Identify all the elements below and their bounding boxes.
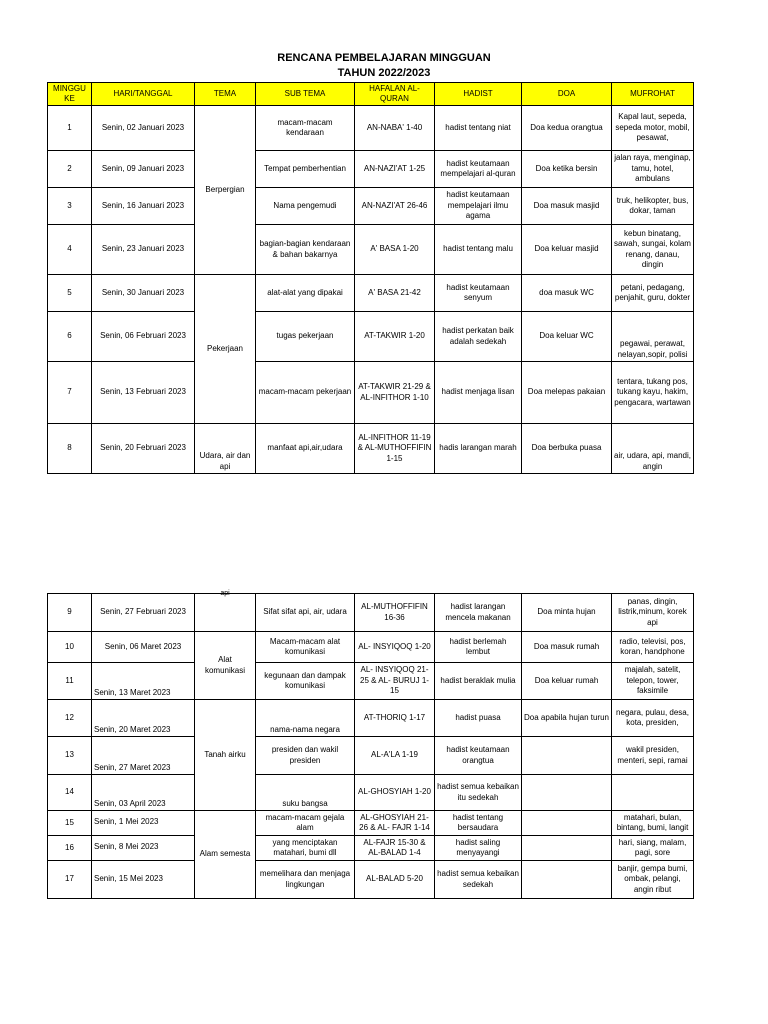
cell-subtema: memelihara dan menjaga lingkungan [256,861,355,899]
cell-mufrohat: tentara, tukang pos, tukang kayu, hakim, pengacara, wartawan [612,362,694,424]
cell-minggu: 3 [48,188,92,225]
cell-hafalan: AN-NABA' 1-40 [355,106,435,151]
cell-subtema: alat-alat yang dipakai [256,275,355,312]
cell-tanggal: Senin, 06 Maret 2023 [92,632,195,663]
cell-hafalan: AL- INSYIQOQ 21-25 & AL- BURUJ 1-15 [355,663,435,700]
cell-subtema: suku bangsa [256,775,355,811]
cell-hafalan: AL-GHOSYIAH 21-26 & AL- FAJR 1-14 [355,811,435,836]
table-row [48,424,694,474]
cell-mufrohat: banjir, gempa bumi, ombak, pelangi, angin ribut [612,861,694,899]
cell-hadist: hadist saling menyayangi [435,836,522,861]
cell-minggu: 16 [48,836,92,861]
table-row [48,225,694,275]
cell-minggu: 12 [48,700,92,737]
cell-doa: Doa ketika bersin [522,151,612,188]
cell-hadist: hadist semua kebaikan sedekah [435,861,522,899]
cell-doa: Doa kedua orangtua [522,106,612,151]
cell-doa: Doa masuk masjid [522,188,612,225]
table-row [48,700,694,737]
cell-subtema: yang menciptakan matahari, bumi dll [256,836,355,861]
tema-fragment: api [220,590,230,597]
cell-minggu: 8 [48,424,92,474]
cell-hafalan: AL-A'LA 1-19 [355,737,435,775]
cell-hafalan: AL-BALAD 5-20 [355,861,435,899]
table-row [48,594,694,632]
cell-minggu: 11 [48,663,92,700]
cell-mufrohat: negara, pulau, desa, kota, presiden, [612,700,694,737]
cell-hadist: hadis larangan marah [435,424,522,474]
cell-tema-udara: Udara, air dan api [195,424,256,474]
cell-hafalan: AT-TAKWIR 21-29 & AL-INFITHOR 1-10 [355,362,435,424]
cell-mufrohat: panas, dingin, listrik,minum, korek api [612,594,694,632]
cell-mufrohat: petani, pedagang, penjahit, guru, dokter [612,275,694,312]
cell-tanggal: Senin, 02 Januari 2023 [92,106,195,151]
cell-hadist: hadist keutamaan mempelajari ilmu agama [435,188,522,225]
cell-subtema: manfaat api,air,udara [256,424,355,474]
table-row [48,151,694,188]
header-hafalan: HAFALAN AL-QURAN [355,83,435,106]
cell-minggu: 5 [48,275,92,312]
cell-tema-alat: Alat komunikasi [195,632,256,700]
cell-doa: Doa keluar masjid [522,225,612,275]
cell-doa [522,737,612,775]
cell-tanggal: Senin, 30 Januari 2023 [92,275,195,312]
cell-hadist: hadist keutamaan orangtua [435,737,522,775]
cell-mufrohat: Kapal laut, sepeda, sepeda motor, mobil, pesawat, [612,106,694,151]
cell-hafalan: AN-NAZI'AT 1-25 [355,151,435,188]
cell-hadist: hadist larangan mencela makanan [435,594,522,632]
cell-subtema: tugas pekerjaan [256,312,355,362]
header-mufrohat: MUFROHAT [612,83,694,106]
header-tema: TEMA [195,83,256,106]
cell-hafalan: A' BASA 21-42 [355,275,435,312]
cell-doa: Doa keluar WC [522,312,612,362]
cell-mufrohat: truk, helikopter, bus, dokar, taman [612,188,694,225]
cell-hadist: hadist beraklak mulia [435,663,522,700]
cell-tanggal: Senin, 23 Januari 2023 [92,225,195,275]
cell-minggu: 2 [48,151,92,188]
table-row [48,775,694,811]
cell-minggu: 13 [48,737,92,775]
cell-hafalan: AL-GHOSYIAH 1-20 [355,775,435,811]
cell-doa [522,775,612,811]
cell-subtema: presiden dan wakil presiden [256,737,355,775]
cell-doa [522,836,612,861]
table-row [48,312,694,362]
cell-doa: Doa melepas pakaian [522,362,612,424]
cell-subtema: macam-macam pekerjaan [256,362,355,424]
document-title: RENCANA PEMBELAJARAN MINGGUAN [277,52,491,64]
cell-subtema: Sifat sifat api, air, udara [256,594,355,632]
cell-tema-alam: Alam semesta [195,811,256,899]
schedule-table-part-1 [47,82,694,474]
cell-mufrohat: wakil presiden, menteri, sepi, ramai [612,737,694,775]
cell-hadist: hadist semua kebaikan itu sedekah [435,775,522,811]
cell-mufrohat: jalan raya, menginap, tamu, hotel, ambulans [612,151,694,188]
cell-hadist: hadist puasa [435,700,522,737]
cell-mufrohat: radio, televisi, pos, koran, handphone [612,632,694,663]
cell-hafalan: AT-THORIQ 1-17 [355,700,435,737]
cell-minggu: 7 [48,362,92,424]
document-subtitle: TAHUN 2022/2023 [337,67,431,79]
header-hadist: HADIST [435,83,522,106]
cell-subtema: bagian-bagian kendaraan & bahan bakarnya [256,225,355,275]
cell-hafalan: AN-NAZI'AT 26-46 [355,188,435,225]
cell-minggu: 9 [48,594,92,632]
table-row [48,106,694,151]
cell-mufrohat: kebun binatang, sawah, sungai, kolam renang, danau, dingin [612,225,694,275]
cell-tanggal: Senin, 03 April 2023 [92,775,195,811]
cell-tanggal: Senin, 13 Maret 2023 [92,663,195,700]
header-doa: DOA [522,83,612,106]
table-row [48,275,694,312]
cell-minggu: 4 [48,225,92,275]
cell-hadist: hadist tentang bersaudara [435,811,522,836]
cell-hadist: hadist menjaga lisan [435,362,522,424]
header-minggu: MINGGU KE [48,83,92,106]
cell-minggu: 10 [48,632,92,663]
table-row [48,362,694,424]
cell-subtema: nama-nama negara [256,700,355,737]
cell-tanggal: Senin, 13 Februari 2023 [92,362,195,424]
table-row [48,737,694,775]
cell-hafalan: AL-FAJR 15-30 & AL-BALAD 1-4 [355,836,435,861]
cell-tanggal: Senin, 15 Mei 2023 [92,861,195,899]
cell-hadist: hadist keutamaan mempelajari al-quran [435,151,522,188]
cell-subtema: kegunaan dan dampak komunikasi [256,663,355,700]
cell-minggu: 6 [48,312,92,362]
schedule-table-part-2 [47,593,694,899]
cell-subtema: macam-macam gejala alam [256,811,355,836]
cell-doa: Doa minta hujan [522,594,612,632]
cell-subtema: Macam-macam alat komunikasi [256,632,355,663]
cell-tema-tanah: Tanah airku [195,700,256,811]
cell-hafalan: AL-MUTHOFFIFIN 16-36 [355,594,435,632]
cell-tanggal: Senin, 27 Februari 2023 [92,594,195,632]
cell-tanggal: Senin, 8 Mei 2023 [92,836,195,861]
cell-mufrohat [612,775,694,811]
cell-tanggal: Senin, 20 Maret 2023 [92,700,195,737]
cell-hafalan: AL- INSYIQOQ 1-20 [355,632,435,663]
table-row [48,188,694,225]
table-row [48,861,694,899]
cell-doa: Doa masuk rumah [522,632,612,663]
cell-tanggal: Senin, 16 Januari 2023 [92,188,195,225]
cell-hadist: hadist tentang malu [435,225,522,275]
cell-mufrohat: matahari, bulan, bintang, bumi, langit [612,811,694,836]
cell-tema-pekerjaan: Pekerjaan [195,275,256,424]
table-row [48,811,694,836]
table-row [48,836,694,861]
cell-hadist: hadist perkatan baik adalah sedekah [435,312,522,362]
cell-subtema: macam-macam kendaraan [256,106,355,151]
table-row [48,632,694,663]
header-tanggal: HARI/TANGGAL [92,83,195,106]
cell-doa [522,811,612,836]
cell-hadist: hadist keutamaan senyum [435,275,522,312]
cell-hafalan: AL-INFITHOR 11-19 & AL-MUTHOFFIFIN 1-15 [355,424,435,474]
cell-doa: Doa berbuka puasa [522,424,612,474]
cell-mufrohat: air, udara, api, mandi, angin [612,424,694,474]
cell-doa [522,861,612,899]
cell-hafalan: A' BASA 1-20 [355,225,435,275]
cell-doa: Doa keluar rumah [522,663,612,700]
cell-tanggal: Senin, 1 Mei 2023 [92,811,195,836]
table-row [48,663,694,700]
cell-hadist: hadist berlemah lembut [435,632,522,663]
cell-hafalan: AT-TAKWIR 1-20 [355,312,435,362]
cell-tema-empty [195,594,256,632]
cell-mufrohat: pegawai, perawat, nelayan,sopir, polisi [612,312,694,362]
cell-mufrohat: hari, siang, malam, pagi, sore [612,836,694,861]
cell-minggu: 17 [48,861,92,899]
header-row [48,83,694,106]
cell-doa: doa masuk WC [522,275,612,312]
cell-tanggal: Senin, 09 Januari 2023 [92,151,195,188]
cell-tanggal: Senin, 27 Maret 2023 [92,737,195,775]
cell-minggu: 15 [48,811,92,836]
cell-subtema: Nama pengemudi [256,188,355,225]
cell-minggu: 1 [48,106,92,151]
cell-tema-berpergian: Berpergian [195,106,256,275]
cell-hadist: hadist tentang niat [435,106,522,151]
cell-minggu: 14 [48,775,92,811]
cell-mufrohat: majalah, satelit, telepon, tower, faksimile [612,663,694,700]
cell-doa: Doa apabila hujan turun [522,700,612,737]
cell-tanggal: Senin, 20 Februari 2023 [92,424,195,474]
header-subtema: SUB TEMA [256,83,355,106]
cell-tanggal: Senin, 06 Februari 2023 [92,312,195,362]
cell-subtema: Tempat pemberhentian [256,151,355,188]
